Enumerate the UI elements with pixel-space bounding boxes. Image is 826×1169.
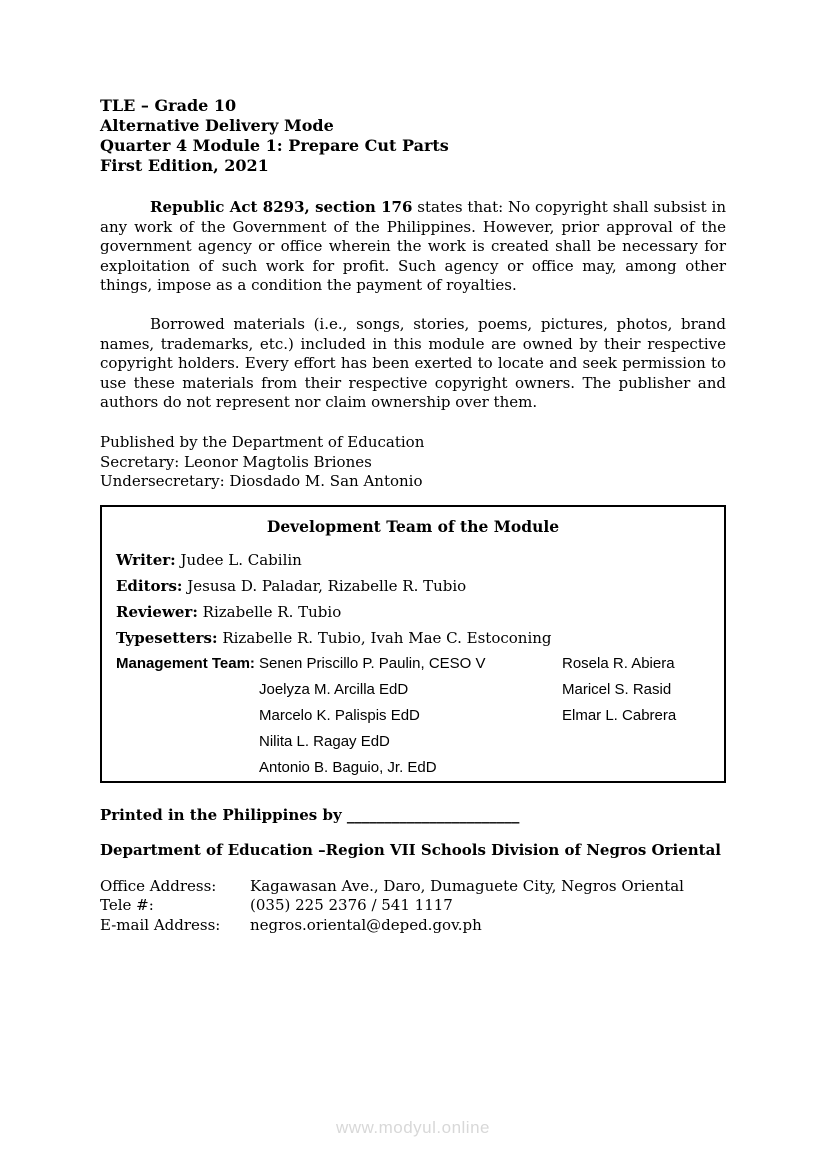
module-edition-line: First Edition, 2021 xyxy=(100,156,269,175)
printed-in-philippines-line xyxy=(100,805,726,825)
reviewer-label: Reviewer: xyxy=(116,602,198,621)
editors-value: Jesusa D. Paladar, Rizabelle R. Tubio xyxy=(187,576,467,595)
schools-division-title: Department of Education –Region VII Schools Division of Negros Oriental xyxy=(100,840,722,859)
development-team-title: Development Team of the Module xyxy=(266,516,560,536)
management-right-spacer xyxy=(562,758,710,778)
management-member-name: Nilita L. Ragay EdD xyxy=(259,732,390,750)
management-team-row xyxy=(116,758,710,778)
reviewer-value: Rizabelle R. Tubio xyxy=(202,602,342,621)
printed-by-label: Printed in the Philippines by xyxy=(100,805,342,824)
module-title-line: Quarter 4 Module 1: Prepare Cut Parts xyxy=(100,136,449,155)
management-member-name: Antonio B. Baguio, Jr. EdD xyxy=(259,758,437,776)
management-team-label: Management Team: xyxy=(116,654,255,672)
copyright-paragraph-text: states that: No copyright shall subsist in any work of the Government of the Philippines. However, prior approval of the government agency or office wherein the work is created shall be necessary for exploitation of such work for profit. Such agency or office may, among other things, impose as a condition the payment of royalties. xyxy=(100,198,726,295)
contact-row-telephone xyxy=(100,896,726,916)
module-header xyxy=(100,96,726,176)
contact-info-block xyxy=(100,877,726,936)
management-member-name: Maricel S. Rasid xyxy=(562,680,672,698)
development-team-box xyxy=(100,505,726,783)
management-member-name: Senen Priscillo P. Paulin, CESO V xyxy=(259,654,486,672)
management-label-spacer xyxy=(116,706,259,726)
writer-label: Writer: xyxy=(116,550,176,569)
management-team-row xyxy=(116,654,710,674)
management-right-spacer xyxy=(562,732,710,752)
office-address-value: Kagawasan Ave., Daro, Dumaguete City, Negros Oriental xyxy=(250,876,684,895)
management-label-spacer xyxy=(116,758,259,778)
printed-by-blank-line: _______________________ xyxy=(346,805,520,824)
typesetters-label: Typesetters: xyxy=(116,628,218,647)
team-row-writer xyxy=(116,550,710,570)
editors-label: Editors: xyxy=(116,576,183,595)
typesetters-value: Rizabelle R. Tubio, Ivah Mae C. Estoconing xyxy=(222,628,552,647)
republic-act-bold-text: Republic Act 8293, section 176 xyxy=(150,198,413,216)
module-subject-line: TLE – Grade 10 xyxy=(100,96,237,115)
telephone-value: (035) 225 2376 / 541 1117 xyxy=(250,896,453,915)
office-address-label: Office Address: xyxy=(100,876,217,895)
management-team-row xyxy=(116,732,710,752)
borrowed-materials-paragraph: Borrowed materials (i.e., songs, stories, poems, pictures, photos, brand names, trademarks, etc.) included in this module are owned by their respective copyright holders. Every effort has been exerted to locate and seek permission to use these materials from their respective copyright owners. The publisher and authors do not represent nor claim ownership over them. xyxy=(100,314,726,412)
published-by-line: Published by the Department of Education xyxy=(100,432,425,451)
module-delivery-mode-line: Alternative Delivery Mode xyxy=(100,116,334,135)
team-row-editors xyxy=(116,576,710,596)
management-member-name: Rosela R. Abiera xyxy=(562,654,675,672)
writer-value: Judee L. Cabilin xyxy=(180,550,302,569)
telephone-label: Tele #: xyxy=(100,896,154,915)
email-label: E-mail Address: xyxy=(100,915,221,934)
management-team-section xyxy=(116,654,710,778)
management-member-name: Marcelo K. Palispis EdD xyxy=(259,706,420,724)
publisher-block xyxy=(100,433,726,492)
team-row-typesetters xyxy=(116,628,710,648)
secretary-line: Secretary: Leonor Magtolis Briones xyxy=(100,452,372,471)
management-label-spacer xyxy=(116,680,259,700)
management-label-spacer xyxy=(116,732,259,752)
management-team-row xyxy=(116,706,710,726)
email-value: negros.oriental@deped.gov.ph xyxy=(250,915,482,934)
team-row-reviewer xyxy=(116,602,710,622)
management-member-name: Elmar L. Cabrera xyxy=(562,706,677,724)
contact-row-office-address xyxy=(100,877,726,897)
page-content xyxy=(100,0,726,936)
website-watermark: www.modyul.online xyxy=(335,1118,490,1137)
undersecretary-line: Undersecretary: Diosdado M. San Antonio xyxy=(100,472,423,491)
management-member-name: Joelyza M. Arcilla EdD xyxy=(259,680,409,698)
contact-row-email xyxy=(100,916,726,936)
management-team-row xyxy=(116,680,710,700)
copyright-paragraph xyxy=(100,198,726,296)
